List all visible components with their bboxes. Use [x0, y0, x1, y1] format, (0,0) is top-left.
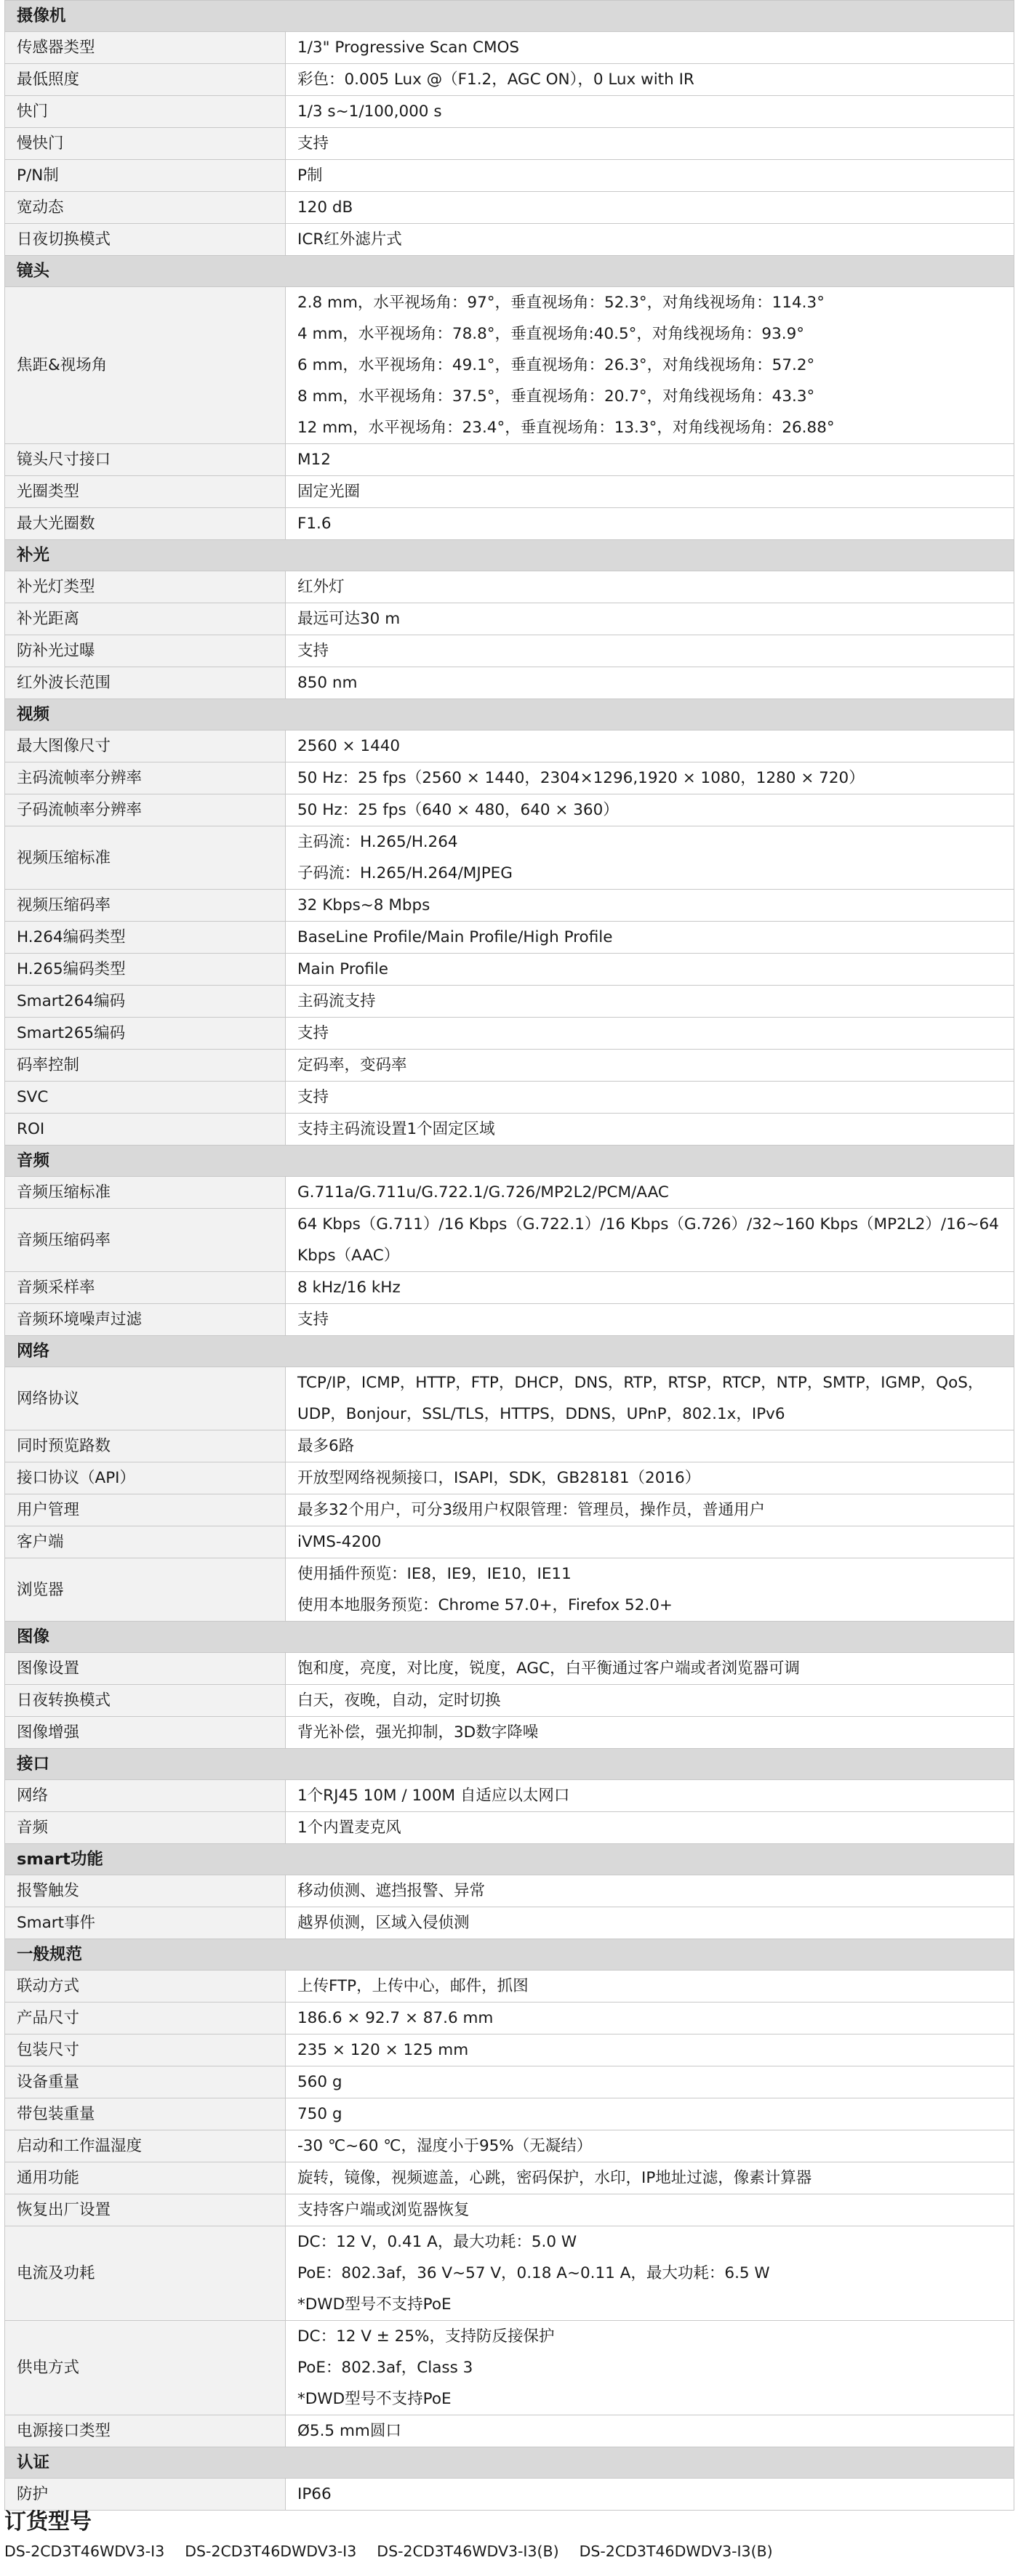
- section-header-row: [5, 1622, 1014, 1653]
- spec-label: Smart264编码: [5, 986, 286, 1018]
- spec-label: 电源接口类型: [5, 2415, 286, 2447]
- spec-value: [286, 794, 1014, 826]
- spec-row: [5, 1812, 1014, 1844]
- section-title: 图像: [5, 1622, 1014, 1653]
- spec-row: [5, 1653, 1014, 1685]
- spec-value-line: 750 g: [297, 2105, 342, 2123]
- spec-value: [286, 476, 1014, 508]
- spec-label: 图像设置: [5, 1653, 286, 1685]
- spec-label: 浏览器: [5, 1558, 286, 1622]
- spec-row: [5, 730, 1014, 762]
- spec-row: [5, 1558, 1014, 1622]
- section-title: 音频: [5, 1146, 1014, 1177]
- spec-value: [286, 1875, 1014, 1907]
- order-models-title: 订货型号: [4, 2509, 92, 2535]
- spec-value: [286, 2034, 1014, 2066]
- spec-value: [286, 508, 1014, 540]
- spec-value: [286, 160, 1014, 192]
- spec-value-line: 1个内置麦克风: [297, 1819, 401, 1837]
- spec-label: 带包装重量: [5, 2098, 286, 2130]
- spec-row: [5, 32, 1014, 64]
- spec-label: 补光灯类型: [5, 571, 286, 603]
- spec-value-line: 235 × 120 × 125 mm: [297, 2041, 469, 2059]
- spec-value-line: 背光补偿，强光抑制，3D数字降噪: [297, 1723, 539, 1742]
- spec-label: 包装尺寸: [5, 2034, 286, 2066]
- spec-row: [5, 64, 1014, 96]
- spec-value-line: 12 mm，水平视场角：23.4°，垂直视场角：13.3°，对角线视场角：26.88°: [297, 419, 835, 437]
- spec-label: 镜头尺寸接口: [5, 444, 286, 476]
- spec-value: [286, 730, 1014, 762]
- spec-row: [5, 2162, 1014, 2194]
- spec-value-line: 850 nm: [297, 674, 358, 692]
- spec-value: [286, 635, 1014, 667]
- spec-label: 慢快门: [5, 128, 286, 160]
- spec-value-line: BaseLine Profile/Main Profile/High Profile: [297, 928, 613, 946]
- spec-row: [5, 2479, 1014, 2511]
- spec-row: [5, 1462, 1014, 1494]
- spec-value-line: DC：12 V ± 25%，支持防反接保护: [297, 2327, 555, 2346]
- spec-value-line: 最多32个用户，可分3级用户权限管理：管理员，操作员，普通用户: [297, 1501, 766, 1519]
- spec-value-line: -30 ℃~60 ℃，湿度小于95%（无凝结）: [297, 2137, 593, 2155]
- spec-row: [5, 667, 1014, 699]
- spec-value-line: 1个RJ45 10M / 100M 自适应以太网口: [297, 1787, 570, 1805]
- spec-row: [5, 1907, 1014, 1939]
- spec-row: [5, 890, 1014, 922]
- spec-value-line: DC：12 V，0.41 A，最大功耗：5.0 W: [297, 2233, 577, 2251]
- spec-value-line: 越界侦测，区域入侵侦测: [297, 1914, 470, 1932]
- spec-row: [5, 287, 1014, 444]
- section-title: 视频: [5, 699, 1014, 730]
- spec-value: [286, 1494, 1014, 1526]
- spec-label: 最大光圈数: [5, 508, 286, 540]
- spec-label: 联动方式: [5, 1971, 286, 2003]
- spec-row: [5, 1050, 1014, 1082]
- spec-row: [5, 1717, 1014, 1749]
- spec-row: [5, 444, 1014, 476]
- spec-row: [5, 1526, 1014, 1558]
- spec-label: 通用功能: [5, 2162, 286, 2194]
- spec-label: Smart265编码: [5, 1018, 286, 1050]
- spec-row: [5, 1780, 1014, 1812]
- spec-label: 电流及功耗: [5, 2226, 286, 2321]
- order-model-code: DS-2CD3T46WDV3-I3: [4, 2543, 165, 2560]
- spec-row: [5, 2415, 1014, 2447]
- spec-value-line: iVMS-4200: [297, 1533, 382, 1551]
- spec-value: [286, 1526, 1014, 1558]
- spec-value: [286, 890, 1014, 922]
- spec-value-line: 支持: [297, 642, 329, 660]
- spec-value-line: 186.6 × 92.7 × 87.6 mm: [297, 2009, 494, 2027]
- section-header-row: [5, 540, 1014, 571]
- spec-label: 音频压缩码率: [5, 1209, 286, 1272]
- spec-label: SVC: [5, 1082, 286, 1114]
- spec-row: [5, 603, 1014, 635]
- spec-value-line: PoE：802.3af，Class 3: [297, 2359, 473, 2377]
- spec-value-line: Ø5.5 mm圆口: [297, 2422, 401, 2440]
- spec-row: [5, 1367, 1014, 1430]
- spec-label: 防补光过曝: [5, 635, 286, 667]
- spec-value-line: 4 mm，水平视场角：78.8°，垂直视场角:40.5°，对角线视场角：93.9°: [297, 325, 805, 343]
- section-title: 网络: [5, 1336, 1014, 1367]
- spec-value-line: G.711a/G.711u/G.722.1/G.726/MP2L2/PCM/AAC: [297, 1183, 669, 1202]
- spec-value-line: Main Profile: [297, 960, 389, 978]
- spec-value: [286, 2321, 1014, 2415]
- spec-label: 客户端: [5, 1526, 286, 1558]
- order-model-code: DS-2CD3T46DWDV3-I3: [185, 2543, 357, 2560]
- spec-value: [286, 2226, 1014, 2321]
- spec-value-line: 8 mm，水平视场角：37.5°，垂直视场角：20.7°，对角线视场角：43.3°: [297, 387, 815, 406]
- spec-row: [5, 1685, 1014, 1717]
- spec-label: 快门: [5, 96, 286, 128]
- section-title: 镜头: [5, 256, 1014, 287]
- section-title: 一般规范: [5, 1939, 1014, 1971]
- spec-value-line: 定码率，变码率: [297, 1056, 407, 1074]
- section-header-row: [5, 2447, 1014, 2479]
- spec-value-line: 使用插件预览：IE8，IE9，IE10，IE11: [297, 1565, 572, 1583]
- spec-value-line: PoE：802.3af，36 V~57 V，0.18 A~0.11 A，最大功耗：6.5 W: [297, 2264, 770, 2282]
- spec-value: [286, 1812, 1014, 1844]
- section-title: 认证: [5, 2447, 1014, 2479]
- spec-value: [286, 1304, 1014, 1336]
- spec-value: [286, 1177, 1014, 1209]
- spec-label: 同时预览路数: [5, 1430, 286, 1462]
- spec-value: [286, 603, 1014, 635]
- spec-label: 接口协议（API）: [5, 1462, 286, 1494]
- spec-value-line: 子码流：H.265/H.264/MJPEG: [297, 864, 513, 882]
- spec-value-line: 开放型网络视频接口，ISAPI，SDK，GB28181（2016）: [297, 1469, 701, 1487]
- spec-value-line: 支持: [297, 134, 329, 153]
- spec-value: [286, 922, 1014, 954]
- spec-row: [5, 2003, 1014, 2034]
- spec-label: 主码流帧率分辨率: [5, 762, 286, 794]
- spec-label: 网络协议: [5, 1367, 286, 1430]
- spec-value: [286, 1272, 1014, 1304]
- spec-row: [5, 128, 1014, 160]
- spec-value-line: TCP/IP，ICMP，HTTP，FTP，DHCP，DNS，RTP，RTSP，RTCP，NTP，SMTP，IGMP，QoS，: [297, 1374, 984, 1392]
- spec-value: [286, 1685, 1014, 1717]
- section-title: 补光: [5, 540, 1014, 571]
- spec-label: 音频压缩标准: [5, 1177, 286, 1209]
- spec-value-line: 支持客户端或浏览器恢复: [297, 2201, 470, 2219]
- section-header-row: [5, 1749, 1014, 1780]
- spec-label: 日夜切换模式: [5, 224, 286, 256]
- spec-value-line: 6 mm，水平视场角：49.1°，垂直视场角：26.3°，对角线视场角：57.2°: [297, 356, 815, 374]
- spec-value: [286, 1780, 1014, 1812]
- spec-value-line: UDP，Bonjour，SSL/TLS，HTTPS，DDNS，UPnP，802.1x，IPv6: [297, 1405, 785, 1423]
- spec-value-line: *DWD型号不支持PoE: [297, 2390, 452, 2408]
- order-models-list: [4, 2543, 793, 2560]
- spec-label: 焦距&视场角: [5, 287, 286, 444]
- spec-value: [286, 2162, 1014, 2194]
- spec-value: [286, 1462, 1014, 1494]
- spec-value: [286, 1717, 1014, 1749]
- spec-value: [286, 1971, 1014, 2003]
- spec-label: 图像增强: [5, 1717, 286, 1749]
- spec-value-line: 固定光圈: [297, 483, 361, 501]
- spec-value-line: 2560 × 1440: [297, 737, 401, 755]
- spec-row: [5, 571, 1014, 603]
- spec-value: [286, 667, 1014, 699]
- spec-row: [5, 2066, 1014, 2098]
- spec-label: 日夜转换模式: [5, 1685, 286, 1717]
- spec-value: [286, 1209, 1014, 1272]
- spec-value: [286, 1653, 1014, 1685]
- spec-value-line: 支持: [297, 1024, 329, 1042]
- spec-value-line: 彩色：0.005 Lux @（F1.2，AGC ON），0 Lux with IR: [297, 71, 694, 89]
- section-title: 摄像机: [5, 1, 1014, 32]
- spec-label: 供电方式: [5, 2321, 286, 2415]
- spec-value-line: 上传FTP，上传中心，邮件，抓图: [297, 1977, 529, 1995]
- spec-value-line: 1/3" Progressive Scan CMOS: [297, 39, 520, 57]
- spec-value: [286, 1114, 1014, 1146]
- spec-value: [286, 2479, 1014, 2511]
- spec-row: [5, 986, 1014, 1018]
- spec-label: 视频压缩标准: [5, 826, 286, 890]
- spec-value-line: 饱和度，亮度，对比度，锐度，AGC，白平衡通过客户端或者浏览器可调: [297, 1659, 801, 1678]
- spec-label: 最大图像尺寸: [5, 730, 286, 762]
- spec-row: [5, 954, 1014, 986]
- spec-label: 宽动态: [5, 192, 286, 224]
- spec-label: Smart事件: [5, 1907, 286, 1939]
- spec-value: [286, 32, 1014, 64]
- spec-row: [5, 476, 1014, 508]
- spec-row: [5, 635, 1014, 667]
- spec-label: 音频采样率: [5, 1272, 286, 1304]
- spec-value: [286, 192, 1014, 224]
- spec-value: [286, 2130, 1014, 2162]
- spec-label: 产品尺寸: [5, 2003, 286, 2034]
- spec-value: [286, 1907, 1014, 1939]
- spec-value: [286, 2003, 1014, 2034]
- spec-label: ROI: [5, 1114, 286, 1146]
- spec-row: [5, 2321, 1014, 2415]
- spec-value-line: 2.8 mm，水平视场角：97°，垂直视场角：52.3°，对角线视场角：114.3°: [297, 294, 825, 312]
- spec-row: [5, 1875, 1014, 1907]
- spec-row: [5, 922, 1014, 954]
- spec-row: [5, 1209, 1014, 1272]
- spec-value-line: 32 Kbps~8 Mbps: [297, 896, 430, 914]
- section-header-row: [5, 1844, 1014, 1875]
- spec-row: [5, 2194, 1014, 2226]
- spec-label: 补光距离: [5, 603, 286, 635]
- section-header-row: [5, 699, 1014, 730]
- spec-label: 用户管理: [5, 1494, 286, 1526]
- spec-value-line: 主码流支持: [297, 992, 376, 1010]
- spec-label: 音频: [5, 1812, 286, 1844]
- spec-label: 传感器类型: [5, 32, 286, 64]
- spec-value-line: 移动侦测、遮挡报警、异常: [297, 1882, 486, 1900]
- spec-row: [5, 2034, 1014, 2066]
- spec-label: H.264编码类型: [5, 922, 286, 954]
- spec-row: [5, 1114, 1014, 1146]
- spec-value-line: 50 Hz：25 fps（640 × 480，640 × 360）: [297, 801, 619, 819]
- spec-label: 码率控制: [5, 1050, 286, 1082]
- spec-label: 光圈类型: [5, 476, 286, 508]
- spec-row: [5, 1971, 1014, 2003]
- spec-row: [5, 192, 1014, 224]
- spec-row: [5, 2098, 1014, 2130]
- spec-value-line: 8 kHz/16 kHz: [297, 1279, 401, 1297]
- spec-label: 音频环境噪声过滤: [5, 1304, 286, 1336]
- spec-label: P/N制: [5, 160, 286, 192]
- spec-value: [286, 224, 1014, 256]
- spec-row: [5, 1304, 1014, 1336]
- spec-value-line: 旋转，镜像，视频遮盖，心跳，密码保护，水印，IP地址过滤，像素计算器: [297, 2169, 812, 2187]
- spec-value: [286, 1367, 1014, 1430]
- spec-value: [286, 64, 1014, 96]
- spec-row: [5, 826, 1014, 890]
- section-header-row: [5, 1, 1014, 32]
- spec-value-line: 使用本地服务预览：Chrome 57.0+，Firefox 52.0+: [297, 1596, 673, 1614]
- spec-row: [5, 2226, 1014, 2321]
- spec-row: [5, 1430, 1014, 1462]
- spec-label: 红外波长范围: [5, 667, 286, 699]
- spec-label: 报警触发: [5, 1875, 286, 1907]
- spec-value: [286, 2066, 1014, 2098]
- spec-row: [5, 160, 1014, 192]
- spec-value-line: 120 dB: [297, 198, 353, 217]
- spec-row: [5, 1082, 1014, 1114]
- spec-row: [5, 1272, 1014, 1304]
- spec-label: H.265编码类型: [5, 954, 286, 986]
- spec-label: 恢复出厂设置: [5, 2194, 286, 2226]
- spec-value-line: 支持: [297, 1088, 329, 1106]
- spec-value-line: 64 Kbps（G.711）/16 Kbps（G.722.1）/16 Kbps（G.726）/32~160 Kbps（MP2L2）/16~64: [297, 1215, 999, 1233]
- spec-row: [5, 2130, 1014, 2162]
- spec-value: [286, 128, 1014, 160]
- spec-label: 启动和工作温湿度: [5, 2130, 286, 2162]
- spec-value-line: *DWD型号不支持PoE: [297, 2295, 452, 2314]
- spec-value: [286, 2098, 1014, 2130]
- spec-label: 防护: [5, 2479, 286, 2511]
- spec-value: [286, 1050, 1014, 1082]
- spec-value-line: 白天，夜晚，自动，定时切换: [297, 1691, 501, 1710]
- spec-value-line: 最远可达30 m: [297, 610, 401, 628]
- spec-value: [286, 571, 1014, 603]
- spec-value: [286, 96, 1014, 128]
- spec-label: 视频压缩码率: [5, 890, 286, 922]
- spec-value: [286, 986, 1014, 1018]
- spec-row: [5, 794, 1014, 826]
- section-header-row: [5, 1336, 1014, 1367]
- spec-value-line: 主码流：H.265/H.264: [297, 833, 458, 851]
- spec-value-line: 支持: [297, 1311, 329, 1329]
- spec-value: [286, 2415, 1014, 2447]
- spec-value-line: 560 g: [297, 2073, 342, 2091]
- section-header-row: [5, 1146, 1014, 1177]
- spec-value: [286, 2194, 1014, 2226]
- spec-row: [5, 508, 1014, 540]
- section-title: 接口: [5, 1749, 1014, 1780]
- spec-value-line: 支持主码流设置1个固定区域: [297, 1120, 495, 1138]
- spec-value-line: M12: [297, 451, 331, 469]
- spec-label: 设备重量: [5, 2066, 286, 2098]
- section-header-row: [5, 256, 1014, 287]
- spec-row: [5, 1177, 1014, 1209]
- spec-row: [5, 96, 1014, 128]
- spec-value-line: ICR红外滤片式: [297, 230, 402, 249]
- spec-value-line: F1.6: [297, 515, 332, 533]
- spec-value-line: 1/3 s~1/100,000 s: [297, 102, 442, 121]
- spec-row: [5, 224, 1014, 256]
- spec-value: [286, 1430, 1014, 1462]
- order-model-code: DS-2CD3T46DWDV3-I3(B): [579, 2543, 773, 2560]
- spec-value-line: Kbps（AAC）: [297, 1247, 400, 1265]
- spec-value: [286, 1082, 1014, 1114]
- spec-value-line: P制: [297, 166, 323, 185]
- spec-value: [286, 954, 1014, 986]
- spec-table: [4, 0, 1014, 2511]
- spec-table-body: [5, 1, 1014, 2511]
- order-model-code: DS-2CD3T46WDV3-I3(B): [377, 2543, 559, 2560]
- spec-row: [5, 1494, 1014, 1526]
- spec-label: 子码流帧率分辨率: [5, 794, 286, 826]
- spec-value-line: 50 Hz：25 fps（2560 × 1440，2304×1296,1920 × 1080，1280 × 720）: [297, 769, 865, 787]
- spec-value-line: 最多6路: [297, 1437, 355, 1455]
- spec-row: [5, 762, 1014, 794]
- spec-value: [286, 1558, 1014, 1622]
- spec-value-line: 红外灯: [297, 578, 345, 596]
- spec-value-line: IP66: [297, 2485, 332, 2503]
- spec-value: [286, 762, 1014, 794]
- section-header-row: [5, 1939, 1014, 1971]
- spec-row: [5, 1018, 1014, 1050]
- spec-value: [286, 444, 1014, 476]
- spec-value: [286, 826, 1014, 890]
- spec-label: 最低照度: [5, 64, 286, 96]
- spec-value: [286, 1018, 1014, 1050]
- spec-value: [286, 287, 1014, 444]
- spec-label: 网络: [5, 1780, 286, 1812]
- section-title: smart功能: [5, 1844, 1014, 1875]
